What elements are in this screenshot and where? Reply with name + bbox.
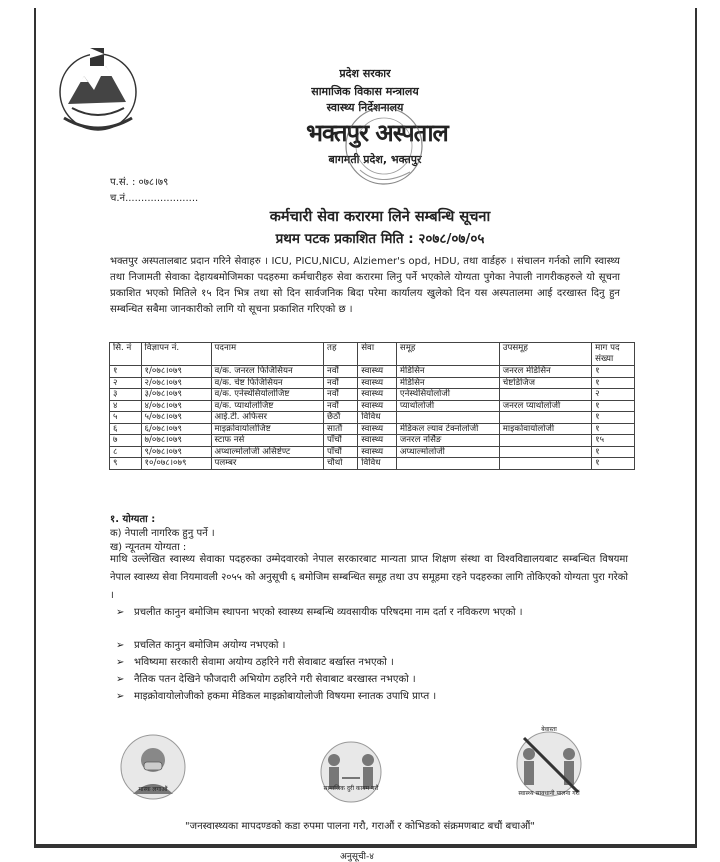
table-cell: चेष्टडिजिज	[499, 377, 591, 389]
table-row	[110, 377, 635, 389]
table-cell: ६	[110, 423, 142, 435]
table-cell: ९	[110, 458, 142, 470]
col-header: तह	[324, 343, 358, 366]
bullet-item	[116, 689, 624, 704]
header-address: बागमती प्रदेश, भक्तपुर	[328, 153, 422, 166]
bullet-text: भविष्यमा सरकारी सेवामा अयोग्य ठहरिने गरी सेवाबाट बर्खास्त नभएको ।	[134, 657, 394, 668]
table-cell: व/क. एनेस्थेसियोलोजिष्ट	[211, 389, 324, 401]
table-cell	[396, 412, 499, 424]
col-header: सि. नं	[110, 343, 142, 366]
table-cell: ४	[110, 400, 142, 412]
poster-caption-top: बेवास्ता	[541, 726, 557, 733]
qualification-heading: १. योग्यता :	[110, 514, 156, 525]
header-line-2: सामाजिक विकास मन्त्रालय	[311, 85, 419, 98]
minimum-qualification-text: माथि उल्लेखित स्वास्थ्य सेवाका पदहरुका उम्मेदवारको नेपाल सरकारबाट मान्यता प्राप्त शिक्षण संस्था वा विश्वविद्यालयबाट सम्बन्धित विषयमा नेपाल स्वास्थ्य सेवा नियमावली २०५५ को अनुसूची ६ बमोजिम सम्बन्धित समूह तथा उप समूहमा रहने पदहरुका लागि तोकिएको योग्यता पुरा गरेको ।	[110, 554, 628, 601]
poster-caption-caution: स्वास्थ्य सावधानी पालना गरौं	[518, 790, 580, 797]
table-cell: १/०७८।०७९	[141, 366, 211, 378]
header-line-3: स्वास्थ्य निर्देशनालय	[326, 101, 404, 114]
table-cell: १	[592, 458, 635, 470]
table-cell: व/क. चेष्ट फिजिसियन	[211, 377, 324, 389]
reference-number: प.सं. : ०७८।७९	[110, 177, 169, 188]
nepal-emblem-logo	[50, 42, 146, 138]
table-cell: जनरल मेडिसिन	[499, 366, 591, 378]
table-cell: स्वास्थ्य	[358, 435, 397, 447]
table-cell: नवौं	[324, 366, 358, 378]
col-header: उपसमूह	[499, 343, 591, 366]
table-cell: अप्थाल्मोलोजी असिष्टेण्ट	[211, 446, 324, 458]
arrow-bullet-icon: ➢	[116, 640, 125, 651]
table-cell: १	[592, 366, 635, 378]
table-cell: ७/०७८।०७९	[141, 435, 211, 447]
table-cell: नवौं	[324, 400, 358, 412]
qualification-b: ख) न्यूनतम योग्यता :	[110, 542, 187, 553]
hospital-name: भक्तपुर अस्पताल	[306, 118, 448, 147]
table-cell: पलम्बर	[211, 458, 324, 470]
bullet-text: प्रचलीत कानुन बमोजिम स्थापना भएको स्वास्थ्य सम्बन्धि व्यवसायीक परिषदमा नाम दर्ता र नविकरण भएको ।	[134, 607, 523, 618]
qualification-a: क) नेपाली नागरिक हुनु पर्ने ।	[110, 528, 215, 539]
table-cell: ६/०७८।०७९	[141, 423, 211, 435]
table-cell: स्टाफ नर्स	[211, 435, 324, 447]
table-cell: स्वास्थ्य	[358, 400, 397, 412]
col-header: विज्ञापन नं.	[141, 343, 211, 366]
table-cell: १	[592, 412, 635, 424]
table-cell: १	[592, 446, 635, 458]
table-cell: ३	[110, 389, 142, 401]
bullet-item	[116, 605, 624, 620]
table-cell: एनेस्थेसियोलोजी	[396, 389, 499, 401]
table-header-row	[110, 343, 635, 366]
annex-label: अनुसूची-४	[340, 852, 374, 862]
bullet-item	[116, 638, 624, 653]
notice-title: कर्मचारी सेवा करारमा लिने सम्बन्धि सूचना	[269, 209, 491, 225]
table-row	[110, 389, 635, 401]
table-cell: पाँचौं	[324, 446, 358, 458]
table-cell: १	[110, 366, 142, 378]
table-cell: १०/०७८।०७९	[141, 458, 211, 470]
table-cell: माइकोवायोलोजी	[499, 423, 591, 435]
table-cell: व/क. प्याथोलोजिष्ट	[211, 400, 324, 412]
bullet-text: नैतिक पतन देखिने फौजदारी अभियोग ठहरिने गरी सेवाबाट बरखास्त नभएको ।	[134, 674, 416, 685]
table-cell: स्वास्थ्य	[358, 423, 397, 435]
table-cell: पाँचौं	[324, 435, 358, 447]
vacancy-table	[109, 342, 635, 470]
table-cell: मेडिसिन	[396, 377, 499, 389]
table-cell: ५	[110, 412, 142, 424]
col-header: सेवा	[358, 343, 397, 366]
arrow-bullet-icon: ➢	[116, 607, 125, 618]
col-header: समूह	[396, 343, 499, 366]
table-row	[110, 366, 635, 378]
poster-caption-mask: मास्क लगाऔं	[138, 786, 168, 793]
dispatch-number: च.नं.......................	[110, 193, 199, 204]
bullet-text: प्रचलित कानुन बमोजिम अयोग्य नभएको ।	[134, 640, 286, 651]
caution-poster-image	[494, 728, 604, 798]
table-row	[110, 435, 635, 447]
bottom-divider	[34, 846, 697, 848]
table-cell: विविध	[358, 458, 397, 470]
table-cell: ८	[110, 446, 142, 458]
table-cell: प्याथोलोजी	[396, 400, 499, 412]
table-cell: ४/०७८।०७९	[141, 400, 211, 412]
table-cell: अप्थाल्मोलोजी	[396, 446, 499, 458]
table-cell: जनरल नर्सिङ	[396, 435, 499, 447]
table-cell: स्वास्थ्य	[358, 446, 397, 458]
table-cell: स्वास्थ्य	[358, 366, 397, 378]
distance-poster-image	[296, 740, 406, 810]
table-cell	[499, 458, 591, 470]
table-cell: स्वास्थ्य	[358, 377, 397, 389]
table-cell: मेडिसिन	[396, 366, 499, 378]
table-cell: २/०७८।०७९	[141, 377, 211, 389]
table-row	[110, 458, 635, 470]
table-cell: सातौं	[324, 423, 358, 435]
bullet-item	[116, 672, 624, 687]
table-row	[110, 412, 635, 424]
table-row	[110, 423, 635, 435]
table-cell: नवौं	[324, 389, 358, 401]
table-cell: जनरल प्याथोलोजी	[499, 400, 591, 412]
table-cell: १	[592, 400, 635, 412]
table-cell: व/क. जनरल फिजिसियन	[211, 366, 324, 378]
table-cell: आई.टी. अफिसर	[211, 412, 324, 424]
table-row	[110, 400, 635, 412]
table-row	[110, 446, 635, 458]
table-cell: छैठौं	[324, 412, 358, 424]
table-cell: १	[592, 423, 635, 435]
table-cell	[499, 412, 591, 424]
table-cell	[499, 435, 591, 447]
table-cell: ७	[110, 435, 142, 447]
table-cell: चौथो	[324, 458, 358, 470]
table-cell: स्वास्थ्य	[358, 389, 397, 401]
slogan-text: "जनस्वास्थ्यका मापदण्डको कडा रुपमा पालना गरौ, गराऔं र कोभिडको संक्रमणबाट बचौं बचाऔं"	[185, 821, 535, 832]
table-cell: २	[592, 389, 635, 401]
bullet-item	[116, 655, 624, 670]
intro-paragraph: भक्तपुर अस्पतालबाट प्रदान गरिने सेवाहरु । ICU, PICU,NICU, Alziemer's opd, HDU, तथा वार्डहरु । संचालन गर्नको लागि स्वास्थ्य तथा निजामती सेवाका देहायबमोजिमका पदहरुमा कर्मचारीहरु सेवा करारमा लिनु पर्ने भएकोले योग्यता पुगेका नेपाली नागरीकहरुले यो सूचना प्रकाशित भएको मितिले १५ दिन भित्र तथा सो दिन सार्वजनिक बिदा परेमा कार्यालय खुलेको दिन यस अस्पतालमा आई दरखास्त दिनु हुन सम्बन्धित सबैमा जानकारीको लागि यो सूचना प्रकाशित गरिएको छ ।	[110, 256, 620, 315]
table-cell: नवौं	[324, 377, 358, 389]
table-cell: ५/०७८।०७९	[141, 412, 211, 424]
arrow-bullet-icon: ➢	[116, 657, 125, 668]
table-cell	[499, 446, 591, 458]
official-stamp	[340, 100, 428, 190]
published-date: प्रथम पटक प्रकाशित मिति : २०७८/०७/०५	[275, 231, 485, 247]
table-cell: माइक्रोवायोलोजिष्ट	[211, 423, 324, 435]
table-cell: २	[110, 377, 142, 389]
col-header: माग पद संख्या	[592, 343, 635, 366]
table-cell: १	[592, 377, 635, 389]
table-cell	[499, 389, 591, 401]
table-cell	[396, 458, 499, 470]
arrow-bullet-icon: ➢	[116, 691, 125, 702]
arrow-bullet-icon: ➢	[116, 674, 125, 685]
table-cell: विविध	[358, 412, 397, 424]
table-cell: १५	[592, 435, 635, 447]
col-header: पदनाम	[211, 343, 324, 366]
bullet-text: माइक्रोवायोलोजीको हकमा मेडिकल माइक्रोबायोलोजी विषयमा स्नातक उपाधि प्राप्त ।	[134, 691, 437, 702]
header-line-1: प्रदेश सरकार	[339, 67, 391, 80]
table-cell: ३/०७८।०७९	[141, 389, 211, 401]
table-cell: ९/०७८।०७९	[141, 446, 211, 458]
table-cell: मेडिकल ल्याव टेक्नोलोजी	[396, 423, 499, 435]
poster-caption-distance: सामाजिक दुरी कायम गरौं	[323, 785, 379, 792]
